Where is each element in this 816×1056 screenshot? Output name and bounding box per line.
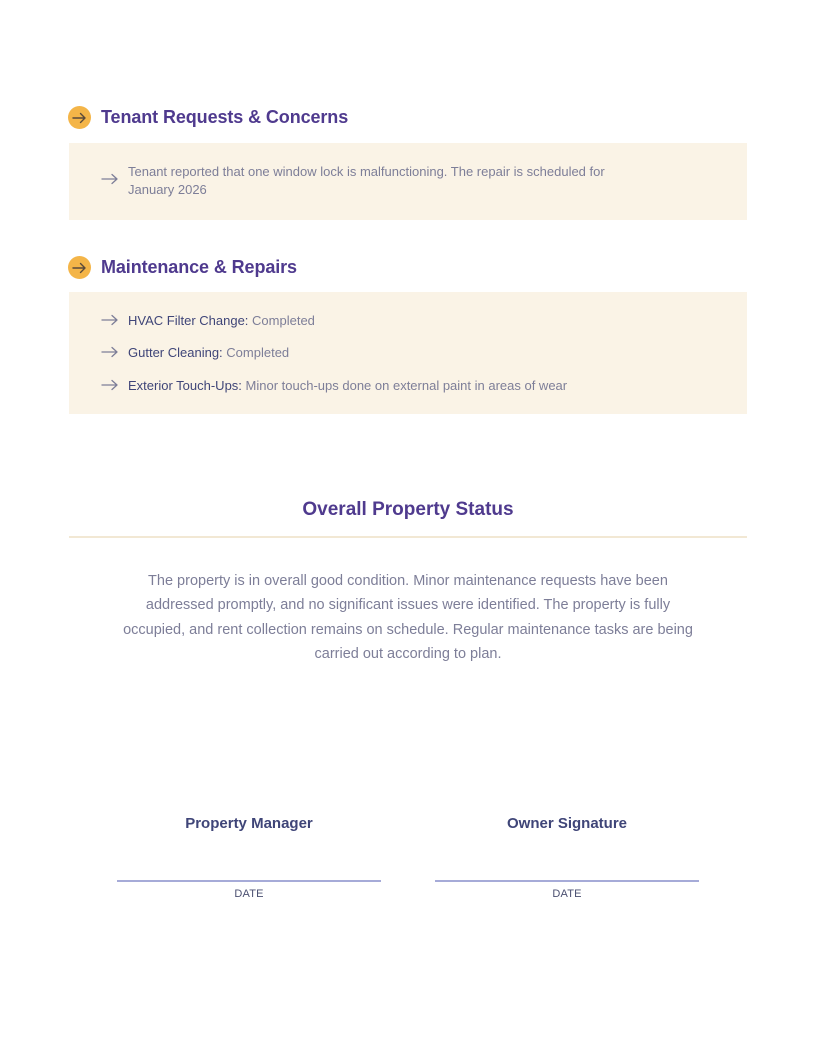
arrow-right-icon — [101, 172, 119, 186]
item-key: Gutter Cleaning: — [128, 345, 223, 360]
divider — [69, 536, 747, 538]
text-line: Tenant reported that one window lock is malfunctioning. The repair is scheduled for — [128, 164, 605, 179]
item-value: Completed — [222, 345, 290, 360]
list-item — [101, 344, 289, 362]
arrow-right-icon — [101, 345, 119, 359]
maintenance-box — [69, 292, 747, 414]
arrow-right-circle-icon — [68, 256, 91, 279]
date-label: DATE — [552, 888, 582, 900]
text-line: January 2026 — [128, 182, 207, 197]
signature-block-manager — [117, 815, 381, 900]
signature-line[interactable] — [435, 880, 699, 882]
tenant-request-text — [128, 163, 605, 199]
arrow-right-circle-icon — [68, 106, 91, 129]
maintenance-section-header — [68, 256, 297, 279]
item-key: HVAC Filter Change: — [128, 313, 249, 328]
signature-title: Property Manager — [185, 815, 313, 832]
list-item — [101, 377, 567, 395]
section-title: Maintenance & Repairs — [101, 257, 297, 277]
signature-title: Owner Signature — [506, 815, 628, 832]
tenant-requests-box — [69, 143, 747, 220]
signature-line[interactable] — [117, 880, 381, 882]
item-value: Completed — [248, 313, 315, 328]
arrow-right-icon — [101, 378, 119, 392]
arrow-right-icon — [101, 313, 119, 327]
item-value: Minor touch-ups done on external paint in areas of wear — [241, 378, 568, 393]
list-item — [101, 163, 605, 199]
list-item — [101, 312, 315, 330]
tenant-section-header — [68, 106, 348, 129]
date-label: DATE — [234, 888, 264, 900]
item-key: Exterior Touch-Ups: — [128, 378, 242, 393]
status-body: The property is in overall good condition. Minor maintenance requests have been addressed promptly, and no significant issues were identified. The property is fully occupied, and rent collection remains on schedule. Regular maintenance tasks are being carried out according to plan. — [123, 573, 693, 662]
signature-block-owner — [435, 815, 699, 900]
status-title: Overall Property Status — [302, 499, 514, 520]
section-title: Tenant Requests & Concerns — [101, 107, 349, 127]
